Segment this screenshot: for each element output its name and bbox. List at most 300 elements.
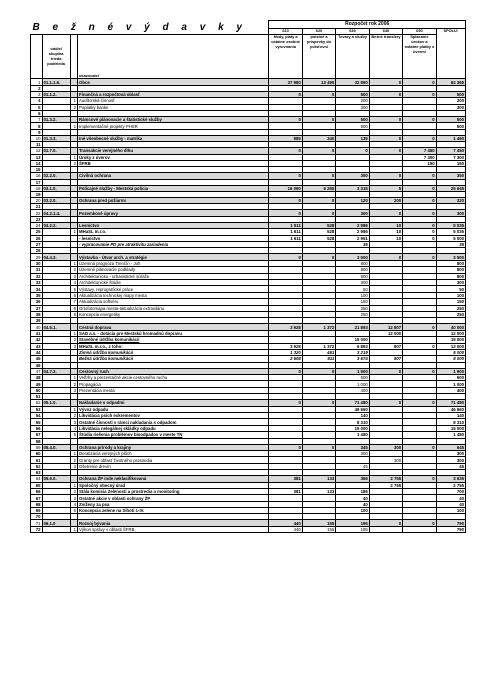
- row-value: 300: [436, 279, 465, 285]
- row-value: 2 986: [336, 222, 369, 228]
- row-sub-number: 1: [70, 229, 77, 235]
- row-value: 0: [302, 400, 335, 406]
- row-number: 50: [31, 387, 43, 393]
- row-number: 37: [31, 305, 43, 311]
- row-sub-number: 1: [70, 98, 77, 104]
- row-value: 3 928: [269, 324, 302, 330]
- row-value: 250: [336, 311, 369, 317]
- row-value: 15 000: [336, 337, 369, 343]
- row-number: 22: [31, 210, 43, 216]
- row-value: 300: [369, 457, 402, 463]
- row-label: Audítorská činnosť: [78, 98, 269, 104]
- code-610: 610: [269, 29, 302, 35]
- code-620: 620: [302, 29, 335, 35]
- row-value: 800: [436, 260, 465, 266]
- row-number: 61: [31, 457, 43, 463]
- row-number: 21: [31, 204, 43, 210]
- row-number: 62: [31, 463, 43, 469]
- row-number: 18: [31, 185, 43, 191]
- row-label: Výstavy, reprografické práce: [78, 286, 269, 292]
- row-label: Finančná a rozpočtová oblasť: [78, 91, 269, 97]
- row-value: 10: [369, 229, 402, 235]
- code-640: 640: [369, 29, 402, 35]
- row-value: 300: [336, 104, 369, 110]
- row-value: 528: [302, 229, 335, 235]
- row-value: 500: [336, 116, 369, 122]
- row-value: 45: [336, 463, 369, 469]
- row-number: 3: [31, 91, 43, 97]
- row-label: Koncepcia energetiky: [78, 311, 269, 317]
- row-sub-number: 2: [70, 104, 77, 110]
- row-value: 2 608: [269, 356, 302, 362]
- row-label: MHaSL m.r.o., z toho:: [78, 343, 269, 349]
- col-header-label: ukazovateľ: [78, 35, 269, 79]
- row-value: 0: [403, 324, 436, 330]
- row-value: 0: [369, 135, 402, 141]
- row-sub-number: 3: [70, 273, 77, 279]
- row-number: 13: [31, 154, 43, 160]
- row-value: 0: [269, 148, 302, 154]
- row-value: 7 300: [403, 154, 436, 160]
- row-value: 250: [436, 311, 465, 317]
- row-value: 320: [436, 198, 465, 204]
- row-number: 47: [31, 368, 43, 374]
- row-number: 54: [31, 413, 43, 419]
- row-label: Stála komisia Zelenosti a prostredia a monitoring: [78, 488, 269, 494]
- row-sub-number: 1: [70, 526, 77, 532]
- row-value: 133: [302, 488, 335, 494]
- row-value: 700: [436, 488, 465, 494]
- row-number: 5: [31, 104, 43, 110]
- row-value: 500: [336, 123, 369, 129]
- col-title-610: Mzdy, platy a ostatné osobné vyrovnania: [269, 35, 302, 79]
- row-value: 0: [403, 476, 436, 482]
- row-value: 790: [436, 526, 465, 532]
- row-sub-number: 3: [70, 495, 77, 501]
- row-label: Koncepcia zelene na Sihoti I.-IV.: [78, 508, 269, 514]
- row-value: 0: [302, 148, 335, 154]
- row-value: 3 635: [436, 476, 465, 482]
- row-label: Územné plánovacie podklady: [78, 267, 269, 273]
- row-value: 1 372: [302, 324, 335, 330]
- row-number: 39: [31, 318, 43, 324]
- row-label: Ostatné akcie v oblasti ochrany ŽP: [78, 495, 269, 501]
- col-title-650: Splácanie úrokov a ostatné platby s úvermi: [403, 35, 436, 79]
- row-label: Prezentácia mesta: [78, 387, 269, 393]
- row-label: Transakcie verejného dlhu: [78, 148, 269, 154]
- row-value: 1 511: [269, 222, 302, 228]
- row-value: 0: [403, 135, 436, 141]
- row-label: Poplatky banke: [78, 104, 269, 110]
- row-value: 71 480: [436, 400, 465, 406]
- row-value: 0: [403, 254, 436, 260]
- row-number: 55: [31, 419, 43, 425]
- row-code: 04.7.3.: [42, 368, 70, 374]
- row-label: Implementačné projekty PHSR: [78, 123, 269, 129]
- row-value: 8 000: [436, 356, 465, 362]
- row-sub-number: 1: [70, 450, 77, 456]
- row-sub-number: 1: [70, 406, 77, 412]
- row-value: 0: [302, 198, 335, 204]
- row-value: 0: [302, 116, 335, 122]
- row-code: 01.7.0.: [42, 148, 70, 154]
- row-value: 0: [269, 400, 302, 406]
- row-value: 0: [302, 91, 335, 97]
- row-sub-number: 5: [70, 286, 77, 292]
- row-sub-number: 3: [70, 343, 77, 349]
- row-label: Likvidácia psích exkrementov: [78, 413, 269, 419]
- row-value: 1 900: [436, 368, 465, 374]
- row-value: 40 000: [436, 324, 465, 330]
- row-value: 645: [436, 444, 465, 450]
- row-value: 0: [369, 254, 402, 260]
- row-code: 05.1.0.: [42, 400, 70, 406]
- row-value: 0: [403, 368, 436, 374]
- row-value: 150: [403, 160, 436, 166]
- row-value: 6 265: [302, 185, 335, 191]
- budget-rows: [31, 79, 466, 533]
- row-value: 200: [369, 198, 402, 204]
- row-number: 34: [31, 286, 43, 292]
- row-value: 5 000: [436, 235, 465, 241]
- row-value: 1 480: [436, 432, 465, 438]
- row-value: 35: [336, 242, 369, 248]
- row-number: 48: [31, 375, 43, 381]
- row-value: 800: [336, 267, 369, 273]
- row-value: 3 219: [336, 349, 369, 355]
- row-code: 01.1.1.6.: [42, 79, 70, 85]
- row-value: 0: [369, 91, 402, 97]
- row-value: 0: [403, 343, 436, 349]
- row-label: Aktualizácia technickej mapy mesta: [78, 292, 269, 298]
- row-value: 0: [336, 148, 369, 154]
- row-number: 9: [31, 129, 43, 135]
- row-value: 100: [436, 292, 465, 298]
- row-value: 16 060: [269, 185, 302, 191]
- row-sub-number: 9: [70, 311, 77, 317]
- row-value: 8 310: [336, 419, 369, 425]
- row-value: 37 980: [269, 79, 302, 85]
- row-value: 0: [369, 79, 402, 85]
- row-value: 0: [302, 444, 335, 450]
- row-value: 140: [436, 413, 465, 419]
- row-value: 0: [302, 254, 335, 260]
- row-value: 71 480: [336, 400, 369, 406]
- row-number: 41: [31, 330, 43, 336]
- row-value: 381: [269, 488, 302, 494]
- row-value: 25 645: [436, 185, 465, 191]
- row-value: 300: [436, 450, 465, 456]
- row-value: 0: [269, 116, 302, 122]
- row-value: 800: [436, 267, 465, 273]
- row-number: 24: [31, 222, 43, 228]
- row-number: 14: [31, 160, 43, 166]
- row-number: 64: [31, 476, 43, 482]
- row-value: 40: [436, 501, 465, 507]
- row-value: 10: [369, 222, 402, 228]
- row-value: 100: [436, 508, 465, 514]
- row-value: 500: [436, 123, 465, 129]
- row-label: - lesníctvo: [78, 235, 269, 241]
- row-label: Architektonicko - urbanistické súťaže: [78, 273, 269, 279]
- row-label: Vývoz odpadu: [78, 406, 269, 412]
- row-number: 35: [31, 292, 43, 298]
- row-value: 0: [269, 173, 302, 179]
- row-value: 300: [436, 457, 465, 463]
- row-number: 46: [31, 362, 43, 368]
- row-value: 200: [336, 98, 369, 104]
- row-sub-number: 7: [70, 299, 77, 305]
- row-label: Ošetrenie drevín: [78, 463, 269, 469]
- row-sub-number: 5: [70, 508, 77, 514]
- row-value: 120: [336, 198, 369, 204]
- row-value: 40: [336, 501, 369, 507]
- row-value: 0: [403, 116, 436, 122]
- row-value: [369, 526, 402, 532]
- row-code: 01.1.2.: [42, 91, 70, 97]
- col-title-620: poistné a príspevky do poisťovní: [302, 35, 335, 79]
- row-value: 0: [302, 210, 335, 216]
- row-sub-number: 2: [70, 413, 77, 419]
- col-title-640: Bežné transfery: [369, 35, 402, 79]
- row-sub-number: 2: [70, 160, 77, 166]
- row-value: 15 000: [336, 425, 369, 431]
- row-value: 300: [336, 450, 369, 456]
- row-value: 350: [336, 173, 369, 179]
- row-value: 300: [436, 210, 465, 216]
- row-label: Aktualizácia softvéru: [78, 299, 269, 305]
- row-number: 38: [31, 311, 43, 317]
- row-value: 0: [403, 91, 436, 97]
- row-number: 15: [31, 167, 43, 173]
- row-value: 46 660: [336, 406, 369, 412]
- row-value: 135: [336, 135, 369, 141]
- row-number: 72: [31, 526, 43, 532]
- row-sub-number: 2: [70, 267, 77, 273]
- row-value: 12 000: [436, 330, 465, 336]
- row-value: 461: [302, 349, 335, 355]
- row-label: Deratizácia verejných plôch: [78, 450, 269, 456]
- row-number: 20: [31, 198, 43, 204]
- row-value: 807: [369, 356, 402, 362]
- row-code: 03.2.0.: [42, 198, 70, 204]
- row-label: Výstavba - Útvar arch. a stratégie: [78, 254, 269, 260]
- row-value: 1 320: [269, 349, 302, 355]
- row-sub-number: 1: [70, 123, 77, 129]
- row-code: 05.4.0.: [42, 444, 70, 450]
- row-value: 2 755: [436, 482, 465, 488]
- row-sub-number: 6: [70, 292, 77, 298]
- row-value: 0: [403, 235, 436, 241]
- row-number: 16: [31, 173, 43, 179]
- code-630: 630: [336, 29, 369, 35]
- row-value: 0: [269, 444, 302, 450]
- row-code: 04.2.1.4.: [42, 210, 70, 216]
- row-value: 1 000: [336, 381, 369, 387]
- row-value: 500: [436, 91, 465, 97]
- row-value: 0: [369, 116, 402, 122]
- row-value: 0: [403, 79, 436, 85]
- row-label: ŠFRB: [78, 160, 269, 166]
- row-value: 0: [269, 210, 302, 216]
- row-number: 32: [31, 273, 43, 279]
- row-number: 53: [31, 406, 43, 412]
- row-value: 5: [369, 185, 402, 191]
- row-value: 250: [336, 305, 369, 311]
- row-value: 7 450: [403, 148, 436, 154]
- row-label: Ostatné činnosti v rámci nakladania s odpadom: [78, 419, 269, 425]
- row-value: 1 900: [336, 368, 369, 374]
- row-value: 150: [436, 160, 465, 166]
- row-label: SAD a.s. - dotácia pre Mestskú hromadnú dopravu: [78, 330, 269, 336]
- row-value: 50: [436, 286, 465, 292]
- row-number: 65: [31, 482, 43, 488]
- row-number: 49: [31, 381, 43, 387]
- row-number: 31: [31, 267, 43, 273]
- row-number: 66: [31, 488, 43, 494]
- row-number: 33: [31, 279, 43, 285]
- row-sub-number: 2: [70, 457, 77, 463]
- row-value: 0: [269, 254, 302, 260]
- row-label: Rozvoj bývania: [78, 520, 269, 526]
- row-number: 29: [31, 254, 43, 260]
- row-value: 500: [336, 91, 369, 97]
- row-code: 02.2.0.: [42, 173, 70, 179]
- row-value: 0: [302, 368, 335, 374]
- row-number: 8: [31, 123, 43, 129]
- row-code: 04.2.2.: [42, 222, 70, 228]
- row-value: 3 674: [336, 356, 369, 362]
- row-value: 0: [369, 148, 402, 154]
- row-value: 5 035: [436, 229, 465, 235]
- row-value: 0: [369, 520, 402, 526]
- row-sub-number: 1: [70, 154, 77, 160]
- table-row: [31, 526, 466, 532]
- row-label: Ochrana pred požiarmi: [78, 198, 269, 204]
- row-value: 100: [336, 508, 369, 514]
- row-label: - vypracovanie PD pre atraktivitu zariadenia: [78, 242, 269, 248]
- row-value: 200: [436, 98, 465, 104]
- row-value: 1 372: [302, 343, 335, 349]
- row-code: 03.1.0.: [42, 185, 70, 191]
- row-value: 0: [403, 520, 436, 526]
- row-value: 7 450: [436, 148, 465, 154]
- row-number: 57: [31, 432, 43, 438]
- row-number: 27: [31, 242, 43, 248]
- row-value: 790: [436, 520, 465, 526]
- row-label: Ochrana prírody a krajiny: [78, 444, 269, 450]
- row-value: 13 495: [302, 79, 335, 85]
- row-value: 366: [336, 476, 369, 482]
- row-value: [403, 526, 436, 532]
- row-label: Spoločný obecný úrad: [78, 482, 269, 488]
- row-value: 0: [403, 173, 436, 179]
- row-value: 5 035: [436, 222, 465, 228]
- row-number: 36: [31, 299, 43, 305]
- row-value: 155: [302, 526, 335, 532]
- row-number: 23: [31, 216, 43, 222]
- row-number: 28: [31, 248, 43, 254]
- row-number: 19: [31, 192, 43, 198]
- rozpocet-header: Rozpočet rok 2006: [269, 21, 466, 29]
- row-number: 25: [31, 229, 43, 235]
- row-sub-number: 1: [70, 375, 77, 381]
- row-label: Zníženy za psa: [78, 501, 269, 507]
- row-value: 528: [302, 235, 335, 241]
- row-number: 56: [31, 425, 43, 431]
- row-number: 11: [31, 142, 43, 148]
- row-value: 0: [403, 198, 436, 204]
- row-number: 52: [31, 400, 43, 406]
- row-code: 04.5.1.: [42, 324, 70, 330]
- row-value: 500: [436, 375, 465, 381]
- row-code: 05.6.0.: [42, 476, 70, 482]
- row-code: [42, 526, 70, 532]
- row-label: Pozemkové úpravy: [78, 210, 269, 216]
- row-label: Ochrana ŽP inde neklasifikovaná: [78, 476, 269, 482]
- row-label: Stavebné údržba komunikácií: [78, 337, 269, 343]
- col-header-code: oddiel skupina trieda podtrieda: [42, 35, 70, 79]
- row-label: Propagácia: [78, 381, 269, 387]
- row-number: 6: [31, 110, 43, 116]
- row-value: 2 755: [369, 482, 402, 488]
- row-number: 58: [31, 438, 43, 444]
- row-value: 0: [403, 210, 436, 216]
- row-value: 1 480: [336, 432, 369, 438]
- row-value: 15 000: [436, 425, 465, 431]
- row-value: 0: [369, 400, 402, 406]
- row-value: 400: [436, 387, 465, 393]
- row-number: 4: [31, 98, 43, 104]
- row-value: 300: [336, 210, 369, 216]
- row-value: 2 755: [369, 476, 402, 482]
- row-label: Bežná údržba komunikácií: [78, 356, 269, 362]
- row-sub-number: 1: [70, 482, 77, 488]
- row-value: 0: [302, 173, 335, 179]
- row-value: 32 890: [336, 79, 369, 85]
- row-number: 42: [31, 337, 43, 343]
- row-number: 10: [31, 135, 43, 141]
- row-value: 300: [436, 104, 465, 110]
- row-label: Cestovný ruch: [78, 368, 269, 374]
- row-value: 0: [369, 210, 402, 216]
- row-value: 186: [336, 488, 369, 494]
- row-number: 71: [31, 520, 43, 526]
- row-value: 3 315: [336, 185, 369, 191]
- row-sub-number: 3: [70, 387, 77, 393]
- row-label: Lesníctvo: [78, 222, 269, 228]
- row-number: 45: [31, 356, 43, 362]
- row-value: 381: [269, 476, 302, 482]
- row-number: 68: [31, 501, 43, 507]
- row-value: 3 928: [269, 343, 302, 349]
- row-number: 30: [31, 260, 43, 266]
- row-value: 0: [403, 222, 436, 228]
- page-title: B e ž n é v ý d a v k y: [32, 21, 247, 33]
- row-label: Granty pre oblasť životného prostredia: [78, 457, 269, 463]
- row-value: 1 000: [436, 381, 465, 387]
- row-code: 01.3.2.: [42, 116, 70, 122]
- row-number: 44: [31, 349, 43, 355]
- row-label: Obce: [78, 79, 269, 85]
- row-value: 345: [336, 444, 369, 450]
- row-value: 8 310: [436, 419, 465, 425]
- row-label: Architektonické štúdie: [78, 279, 269, 285]
- row-value: 45: [436, 463, 465, 469]
- row-sub-number: 1: [70, 260, 77, 266]
- row-value: 155: [302, 520, 335, 526]
- budget-table: [30, 20, 466, 533]
